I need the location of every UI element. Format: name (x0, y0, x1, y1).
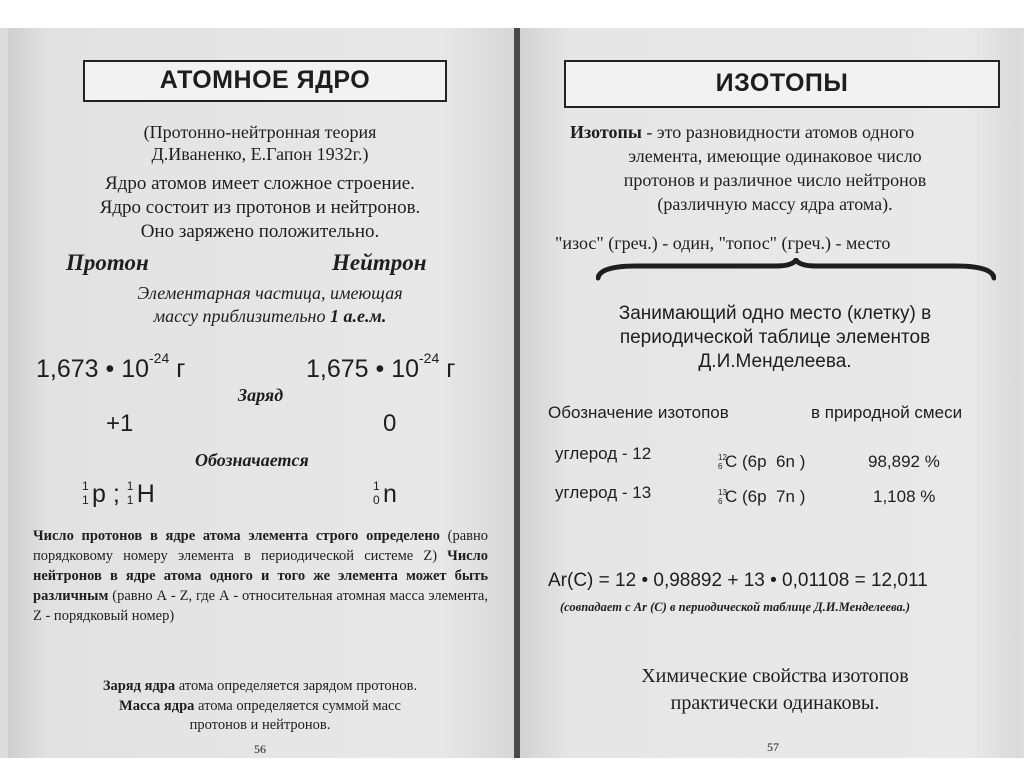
left-page-title: АТОМНОЕ ЯДРО (83, 60, 447, 102)
neutron-heading: Нейтрон (332, 250, 427, 275)
proton-symbols: 1 1 p ; 1 1 H (82, 479, 155, 508)
left-page-number: 56 (254, 742, 266, 756)
place-line-1: Занимающий одно место (клетку) в (618, 303, 932, 324)
etymology: "изос" (греч.) - один, "топос" (греч.) - место (555, 233, 891, 253)
isotope-abundance-c13: 1,108 % (873, 487, 936, 506)
isotope-count-paragraph: Число протонов в ядре атома элемента строго определено (равно порядковому номеру элемента в периодической системе Z) Число нейтронов в ядре атома одного и того же элемента может быть различным (равно А - Z, где А - относительная атомная масса элемента, Z - порядковый номер) (33, 528, 488, 624)
nucleus-desc-1: Ядро атомов имеет сложное строение. (105, 173, 415, 194)
neutron-charge: 0 (383, 410, 397, 437)
right-page-title: ИЗОТОПЫ (564, 60, 1000, 108)
place-line-2: периодической таблице элементов (619, 327, 931, 348)
isotope-definition-line-3: протонов и различное число нейтронов (623, 170, 927, 190)
designation-label: Обозначается (195, 450, 309, 470)
theory-line-2: Д.Иваненко, Е.Гапон 1932г.) (151, 144, 369, 164)
proton-mass: 1,673 • $10^{-24}$ г (36, 350, 186, 383)
isotope-definition-line-2: элемента, имеющие одинаковое число (628, 146, 922, 166)
proton-charge: +1 (106, 410, 134, 437)
isotope-definition-line-4: (различную массу ядра атома). (657, 194, 893, 214)
neutron-mass: 1,675 • $10^{-24}$ г (306, 350, 456, 383)
isotope-abundance-c12: 98,892 % (868, 452, 940, 471)
elementary-line-1: Элементарная частица, имеющая (137, 283, 403, 303)
isotope-notation-c12: 12 6 C (6p 6n ) (718, 452, 806, 471)
right-page-number: 57 (767, 740, 779, 754)
nucleus-desc-2: Ядро состоит из протонов и нейтронов. (99, 197, 421, 218)
nucleus-desc-3: Оно заряжено положительно. (140, 221, 380, 242)
chemical-properties-line-2: практически одинаковы. (670, 692, 880, 714)
charge-note: Заряд ядра атома определяется зарядом протонов. (102, 678, 418, 694)
mass-note: Масса ядра атома определяется суммой масс (119, 698, 401, 714)
place-line-3: Д.И.Менделеева. (698, 351, 852, 372)
formula-note: (совпадает с Ar (C) в периодической таблице Д.И.Менделеева.) (560, 600, 911, 614)
atomic-mass-formula: Ar(C) = 12 • 0,98892 + 13 • 0,01108 = 12,011 (548, 570, 928, 591)
chemical-properties-line-1: Химические свойства изотопов (641, 665, 909, 687)
neutron-symbol: 1 0 n (373, 479, 397, 508)
isotope-notation-c13: 13 6 C (6p 7n ) (718, 487, 806, 506)
mass-note-line-2: протонов и нейтронов. (189, 717, 331, 733)
isotope-name-c12: углерод - 12 (555, 444, 652, 463)
charge-label: Заряд (238, 385, 284, 405)
curly-brace (596, 258, 996, 286)
elementary-line-2: массу приблизительно 1 а.е.м. (153, 306, 387, 326)
isotope-name-c13: углерод - 13 (555, 483, 652, 502)
natural-mix-header: в природной смеси (811, 403, 963, 422)
designation-header: Обозначение изотопов (548, 403, 729, 422)
theory-line-1: (Протонно-нейтронная теория (143, 122, 377, 142)
proton-heading: Протон (66, 250, 149, 275)
isotope-definition-line-1: Изотопы - это разновидности атомов одного (570, 122, 915, 142)
